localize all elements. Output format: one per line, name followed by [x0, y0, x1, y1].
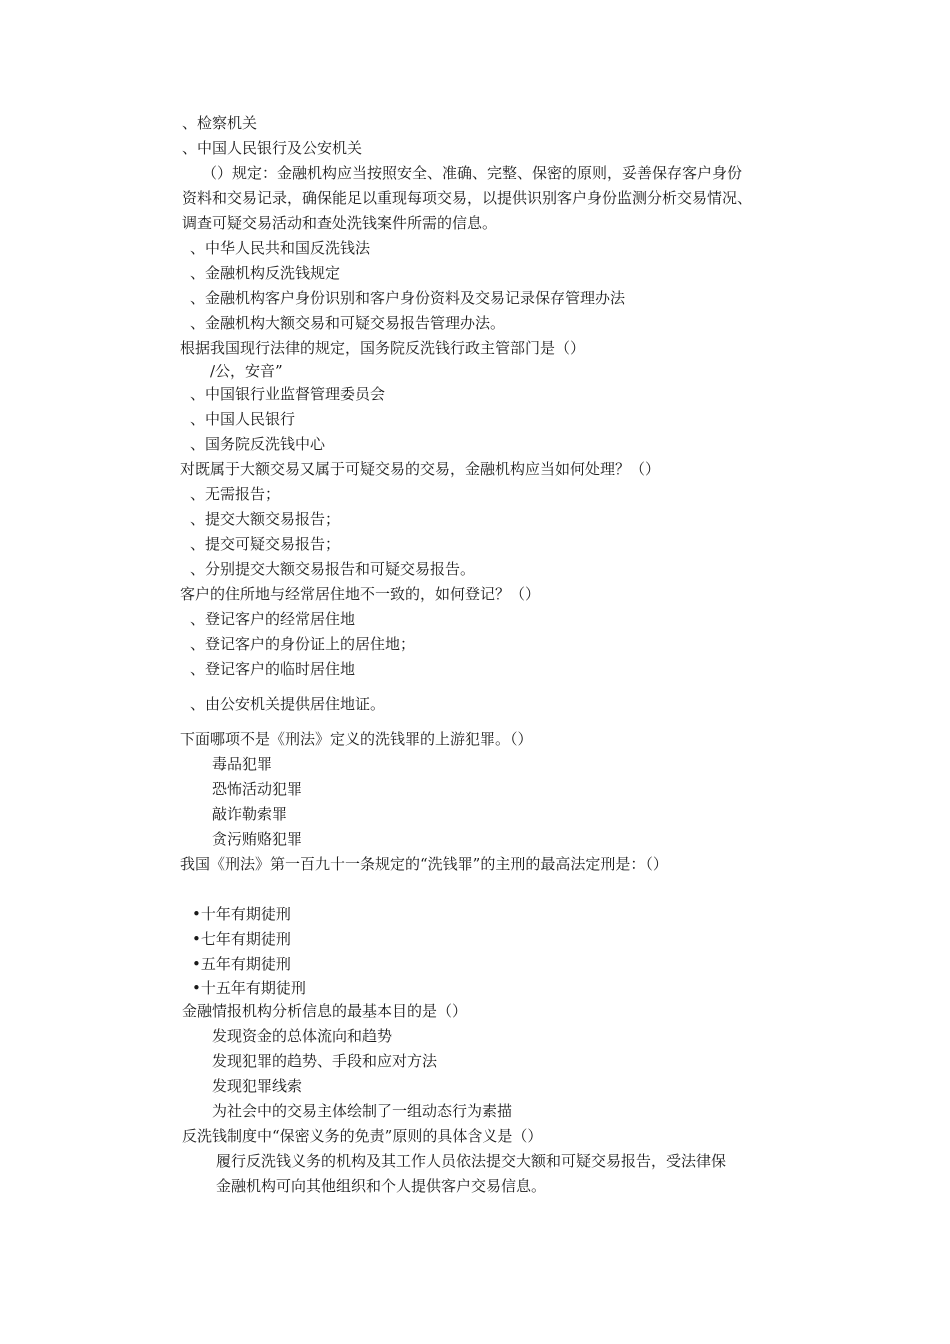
text-line: 资料和交易记录，确保能足以重现每项交易，以提供识别客户身份监测分析交易情况、 [182, 189, 753, 207]
text-line: 我国《刑法》第一百九十一条规定的“洗钱罪”的主刑的最高法定刑是：（） [180, 855, 668, 873]
text-line: 、提交大额交易报告； [190, 510, 341, 528]
text-line: 、金融机构大额交易和可疑交易报告管理办法。 [190, 314, 506, 332]
text-line: 、登记客户的临时居住地 [190, 660, 356, 678]
text-line: 、金融机构反洗钱规定 [190, 264, 341, 282]
text-line: •十五年有期徒刑 [192, 979, 306, 997]
text-line: （）规定：金融机构应当按照安全、准确、完整、保密的原则，妥善保存客户身份 [202, 164, 743, 182]
text-line: •十年有期徒刑 [192, 905, 291, 923]
text-line: ∕公，安音” [210, 362, 283, 380]
text-line: 、登记客户的经常居住地 [190, 610, 356, 628]
text-line: 、分别提交大额交易报告和可疑交易报告。 [190, 560, 476, 578]
text-line: 金融情报机构分析信息的最基本目的是（） [182, 1002, 468, 1020]
text-line: 、金融机构客户身份识别和客户身份资料及交易记录保存管理办法 [190, 289, 626, 307]
text-line: 为社会中的交易主体绘制了一组动态行为素描 [212, 1102, 513, 1120]
text-line: 调查可疑交易活动和查处洗钱案件所需的信息。 [182, 214, 498, 232]
text-line: 贪污贿赂犯罪 [212, 830, 303, 848]
text-line: 发现资金的总体流向和趋势 [212, 1027, 393, 1045]
text-line: 、无需报告； [190, 485, 281, 503]
text-line: 金融机构可向其他组织和个人提供客户交易信息。 [216, 1177, 547, 1195]
text-line: 、中国银行业监督管理委员会 [190, 385, 386, 403]
text-line: 、由公安机关提供居住地证。 [190, 695, 386, 713]
text-line: 、提交可疑交易报告； [190, 535, 341, 553]
text-line: 下面哪项不是《刑法》定义的洗钱罪的上游犯罪。（） [180, 730, 533, 748]
text-line: 恐怖活动犯罪 [212, 780, 303, 798]
text-line: 、国务院反洗钱中心 [190, 435, 326, 453]
text-line: 对既属于大额交易又属于可疑交易的交易，金融机构应当如何处理？（） [180, 460, 661, 478]
text-line: 、中国人民银行及公安机关 [182, 139, 363, 157]
text-line: 、检察机关 [182, 114, 258, 132]
text-line: 发现犯罪线索 [212, 1077, 303, 1095]
text-line: 敲诈勒索罪 [212, 805, 288, 823]
text-line: 履行反洗钱义务的机构及其工作人员依法提交大额和可疑交易报告，受法律保 [216, 1152, 727, 1170]
text-line: 反洗钱制度中“保密义务的免责”原则的具体含义是（） [182, 1127, 543, 1145]
text-line: 、中国人民银行 [190, 410, 296, 428]
text-line: 客户的住所地与经常居住地不一致的，如何登记？（） [180, 585, 541, 603]
text-line: 毒品犯罪 [212, 755, 273, 773]
text-line: •五年有期徒刑 [192, 955, 291, 973]
text-line: 、中华人民共和国反洗钱法 [190, 239, 371, 257]
text-line: 、登记客户的身份证上的居住地； [190, 635, 416, 653]
text-line: •七年有期徒刑 [192, 930, 291, 948]
text-line: 根据我国现行法律的规定，国务院反洗钱行政主管部门是（） [180, 339, 586, 357]
text-line: 发现犯罪的趋势、手段和应对方法 [212, 1052, 438, 1070]
